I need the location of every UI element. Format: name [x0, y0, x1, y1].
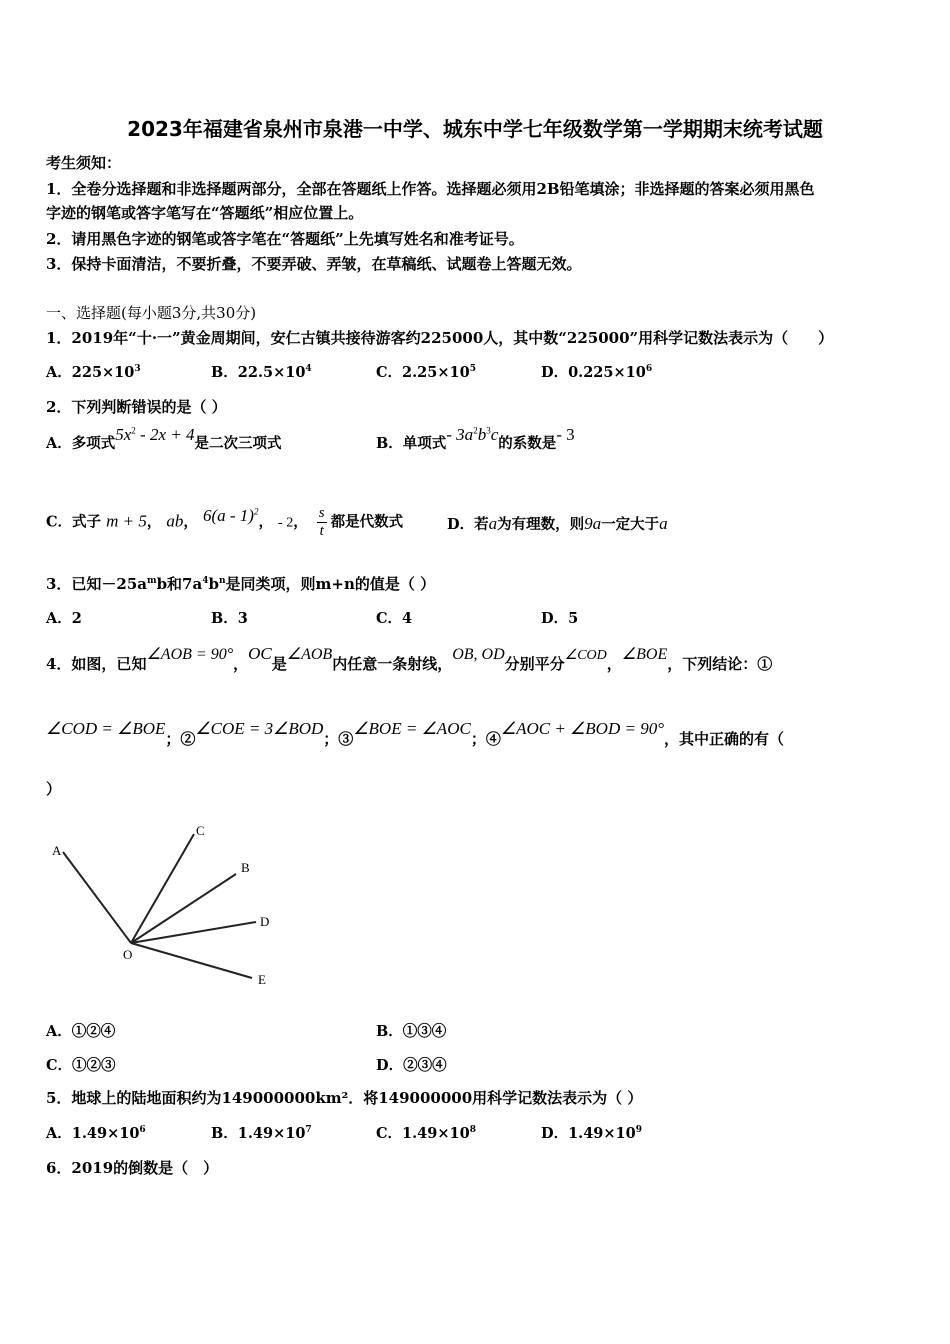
- q2-option-b[interactable]: B．单项式- $3a^2b^3c$的系数是- 3: [376, 425, 575, 452]
- q4-option-d[interactable]: D．②③④: [376, 1057, 447, 1074]
- q4-option-b[interactable]: B．①③④: [376, 1023, 447, 1040]
- q5-option-b[interactable]: B．$1.49\times 10^7$: [211, 1125, 312, 1142]
- label-e: E: [258, 972, 266, 987]
- ray-oe: [131, 943, 252, 978]
- q3-option-b[interactable]: B．3: [211, 610, 248, 627]
- q1-option-d[interactable]: D．$0.225\times 10^6$: [541, 364, 653, 381]
- q1-option-b[interactable]: B．$22.5\times 10^4$: [211, 364, 312, 381]
- q1-stem: 1．2019年“十·一”黄金周期间，安仁古镇共接待游客约225000人，其中数“225000”用科学记数法表示为（ ）: [46, 329, 834, 347]
- q2-option-d[interactable]: D．若a为有理数，则9a一定大于a: [447, 514, 668, 533]
- q1-option-a[interactable]: A．$225\times 10^3$: [46, 364, 141, 381]
- ray-od: [131, 922, 256, 943]
- ray-oa: [63, 852, 131, 943]
- q5-option-d[interactable]: D．$1.49\times 10^9$: [541, 1125, 642, 1142]
- q3-option-a[interactable]: A．2: [46, 610, 82, 627]
- q4-option-a[interactable]: A．①②④: [46, 1023, 116, 1040]
- notice-line-2: 2．请用黑色字迹的钢笔或答字笔在“答题纸”上先填写姓名和准考证号。: [46, 230, 524, 248]
- label-c: C: [196, 823, 205, 838]
- ray-oc: [131, 834, 194, 943]
- q4-stem-line-3: ）: [46, 780, 62, 798]
- notice-line-1b: 字迹的钢笔或答字笔写在“答题纸”相应位置上。: [46, 204, 364, 222]
- q2-option-c[interactable]: C．式子 m + 5， ab， 6(a - 1)$^2$， - 2， $\frac{s}{t}$ 都是代数式: [46, 505, 404, 539]
- q5-stem: 5．地球上的陆地面积约为149000000km²．将149000000用科学记数法表示为（ ）: [46, 1089, 643, 1107]
- page-title: 2023年福建省泉州市泉港一中学、城东中学七年级数学第一学期期末统考试题: [127, 117, 823, 141]
- q1-option-c[interactable]: C．$2.25\times 10^5$: [376, 364, 476, 381]
- section-heading: 一、选择题(每小题3分,共30分): [46, 304, 257, 322]
- q3-option-c[interactable]: C．4: [376, 610, 413, 627]
- q4-stem-line-2: ∠COD = ∠BOE；②∠COE = 3∠BOD；③∠BOE = ∠AOC；④∠AOC + ∠BOD = 90°，其中正确的有（: [46, 719, 785, 748]
- q5-option-c[interactable]: C．$1.49\times 10^8$: [376, 1125, 476, 1142]
- q3-option-d[interactable]: D．5: [541, 610, 579, 627]
- q3-stem: 3．已知$-25a^mb$和$7a^4b^n$是同类项，则m+n的值是（ ）: [46, 575, 436, 593]
- q2-option-a[interactable]: A．多项式$5x^2 - 2x + 4$是二次三项式: [46, 425, 282, 452]
- label-b: B: [241, 860, 250, 875]
- q4-stem-line-1: 4．如图，已知∠AOB = 90°，OC是∠AOB内任意一条射线，OB, OD分别平分∠COD，∠BOE，下列结论：①: [46, 644, 773, 673]
- notice-heading: 考生须知：: [46, 154, 122, 172]
- ray-ob: [131, 874, 236, 943]
- angle-figure: [46, 818, 286, 998]
- q6-stem: 6．2019的倒数是（ ）: [46, 1159, 219, 1177]
- s-over-t-fraction: $\frac{s}{t}$: [318, 505, 325, 539]
- notice-line-3: 3．保持卡面清洁，不要折叠，不要弄破、弄皱，在草稿纸、试题卷上答题无效。: [46, 255, 582, 273]
- label-o: O: [123, 947, 133, 962]
- notice-line-1a: 1．全卷分选择题和非选择题两部分，全部在答题纸上作答。选择题必须用2B铅笔填涂；非选择题的答案必须用黑色: [46, 180, 815, 198]
- q2-stem: 2．下列判断错误的是（ ）: [46, 398, 227, 416]
- label-a: A: [52, 843, 62, 858]
- q5-option-a[interactable]: A．$1.49\times 10^6$: [46, 1125, 146, 1142]
- q4-option-c[interactable]: C．①②③: [46, 1057, 116, 1074]
- label-d: D: [260, 914, 270, 929]
